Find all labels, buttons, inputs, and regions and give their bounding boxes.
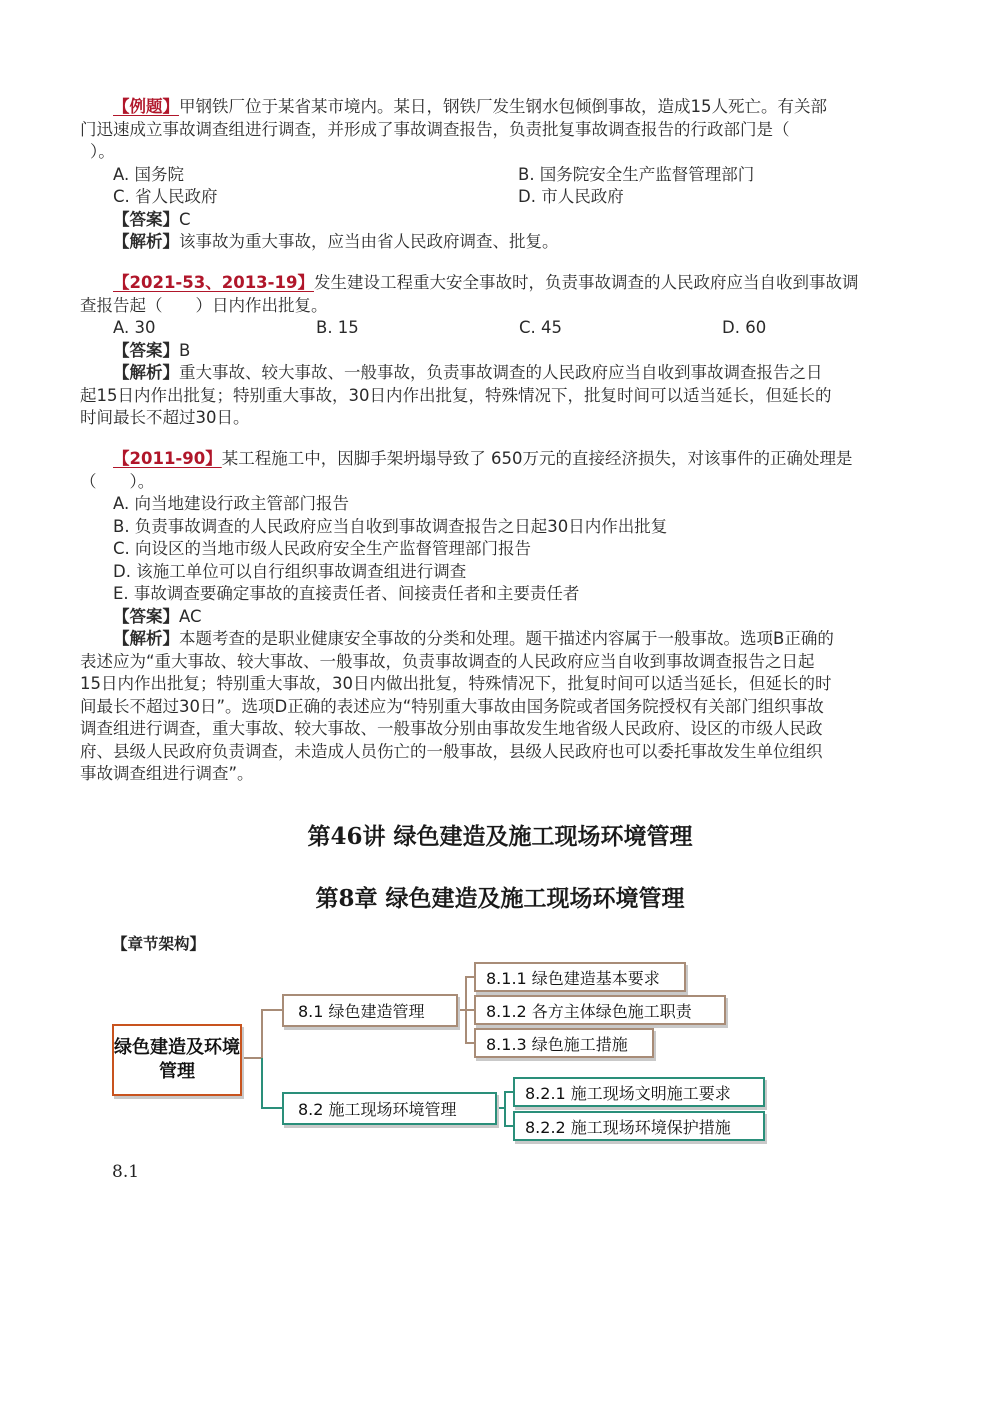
mindmap-leaf-8-1-2: 8.1.2 各方主体绿色施工职责: [474, 995, 726, 1025]
analysis-text-cont: 时间最长不超过30日。: [80, 408, 250, 427]
answer-label: 【答案】: [113, 340, 179, 360]
analysis-label: 【解析】: [113, 363, 179, 382]
analysis-text-cont: 间最长不超过30日”。选项D正确的表述应为“特别重大事故由国务院或者国务院授权有关部门组织事故: [80, 696, 824, 716]
option: A. 国务院: [113, 164, 184, 184]
option: D. 该施工单位可以自行组织事故调查组进行调查: [113, 561, 467, 581]
analysis-text-cont: 府、县级人民政府负责调查，未造成人员伤亡的一般事故，县级人民政府也可以委托事故发生单位组织: [80, 741, 823, 761]
option: D. 60: [722, 318, 767, 337]
mindmap-root: 绿色建造及环境管理: [112, 1024, 242, 1096]
mindmap-branch-8-2: 8.2 施工现场环境管理: [282, 1092, 497, 1125]
mindmap-leaf-8-1-1: 8.1.1 绿色建造基本要求: [474, 962, 686, 992]
answer-value: B: [179, 340, 191, 360]
analysis-label: 【解析】: [113, 629, 179, 648]
connector-branch2-children: [497, 1092, 513, 1126]
option: C. 省人民政府: [113, 187, 218, 206]
question-stem: 甲钢铁厂位于某省某市境内。某日，钢铁厂发生钢水包倾倒事故，造成15人死亡。有关部: [179, 97, 827, 116]
connector-branch1-children: [458, 977, 474, 1043]
option: B. 负责事故调查的人民政府应当自收到事故调查报告之日起30日内作出批复: [113, 516, 668, 536]
answer-label: 【答案】: [113, 209, 179, 229]
option: B. 国务院安全生产监督管理部门: [518, 164, 755, 184]
option: C. 45: [519, 318, 563, 337]
option: B. 15: [316, 318, 359, 337]
question-stem: 某工程施工中，因脚手架坍塌导致了 650万元的直接经济损失，对该事件的正确处理是: [221, 449, 853, 468]
structure-label: 【章节架构】: [112, 935, 206, 953]
connector-root-branch1: [242, 1010, 282, 1058]
answer-label: 【答案】: [113, 606, 179, 626]
question-stem-cont: ）。: [90, 142, 115, 161]
analysis-text-cont: 15日内作出批复；特别重大事故，30日内做出批复，特殊情况下，批复时间可以适当延长，但延长的时: [80, 674, 832, 693]
analysis-text-cont: 事故调查组进行调查”。: [80, 764, 254, 783]
analysis-text: 该事故为重大事故，应当由省人民政府调查、批复。: [179, 232, 559, 251]
question-stem-cont: 门迅速成立事故调查组进行调查，并形成了事故调查报告，负责批复事故调查报告的行政部门是（: [80, 119, 790, 139]
option: A. 30: [113, 318, 156, 337]
mindmap-leaf-8-2-1: 8.2.1 施工现场文明施工要求: [513, 1077, 765, 1107]
analysis-text-cont: 起15日内作出批复；特别重大事故，30日内作出批复，特殊情况下，批复时间可以适当延长，但延长的: [80, 385, 832, 405]
option: C. 向设区的当地市级人民政府安全生产监督管理部门报告: [113, 539, 532, 558]
analysis-text-cont: 调查组进行调查，重大事故、较大事故、一般事故分别由事故发生地省级人民政府、设区的市级人民政: [80, 719, 823, 738]
option: A. 向当地建设行政主管部门报告: [113, 494, 349, 513]
chapter-title: 第8章 绿色建造及施工现场环境管理: [315, 885, 685, 912]
question-tag: 【例题】: [113, 97, 179, 116]
analysis-text: 重大事故、较大事故、一般事故，负责事故调查的人民政府应当自收到事故调查报告之日: [179, 363, 823, 382]
mindmap-leaf-8-2-2: 8.2.2 施工现场环境保护措施: [513, 1111, 765, 1141]
mindmap-leaf-8-1-3: 8.1.3 绿色施工措施: [474, 1028, 654, 1058]
option: E. 事故调查要确定事故的直接责任者、间接责任者和主要责任者: [113, 584, 580, 603]
connector-root-branch2: [262, 1058, 282, 1108]
option: D. 市人民政府: [518, 187, 624, 206]
answer-value: AC: [179, 606, 202, 626]
question-tag: 【2011-90】: [113, 449, 222, 468]
question-stem-cont: （ ）。: [80, 471, 155, 491]
lecture-title: 第46讲 绿色建造及施工现场环境管理: [307, 823, 693, 850]
question-tag: 【2021-53、2013-19】: [113, 273, 314, 292]
analysis-text-cont: 表述应为“重大事故、较大事故、一般事故，负责事故调查的人民政府应当自收到事故调查报告之日起: [80, 651, 815, 671]
analysis-text: 本题考查的是职业健康安全事故的分类和处理。题干描述内容属于一般事故。选项B正确的: [179, 629, 834, 648]
answer-value: C: [179, 209, 191, 229]
section-number: 8.1: [112, 1162, 140, 1182]
question-stem-cont: 查报告起（ ）日内作出批复。: [80, 295, 328, 315]
analysis-label: 【解析】: [113, 232, 179, 251]
mindmap-branch-8-1: 8.1 绿色建造管理: [282, 994, 458, 1027]
question-stem: 发生建设工程重大安全事故时，负责事故调查的人民政府应当自收到事故调: [313, 273, 859, 292]
